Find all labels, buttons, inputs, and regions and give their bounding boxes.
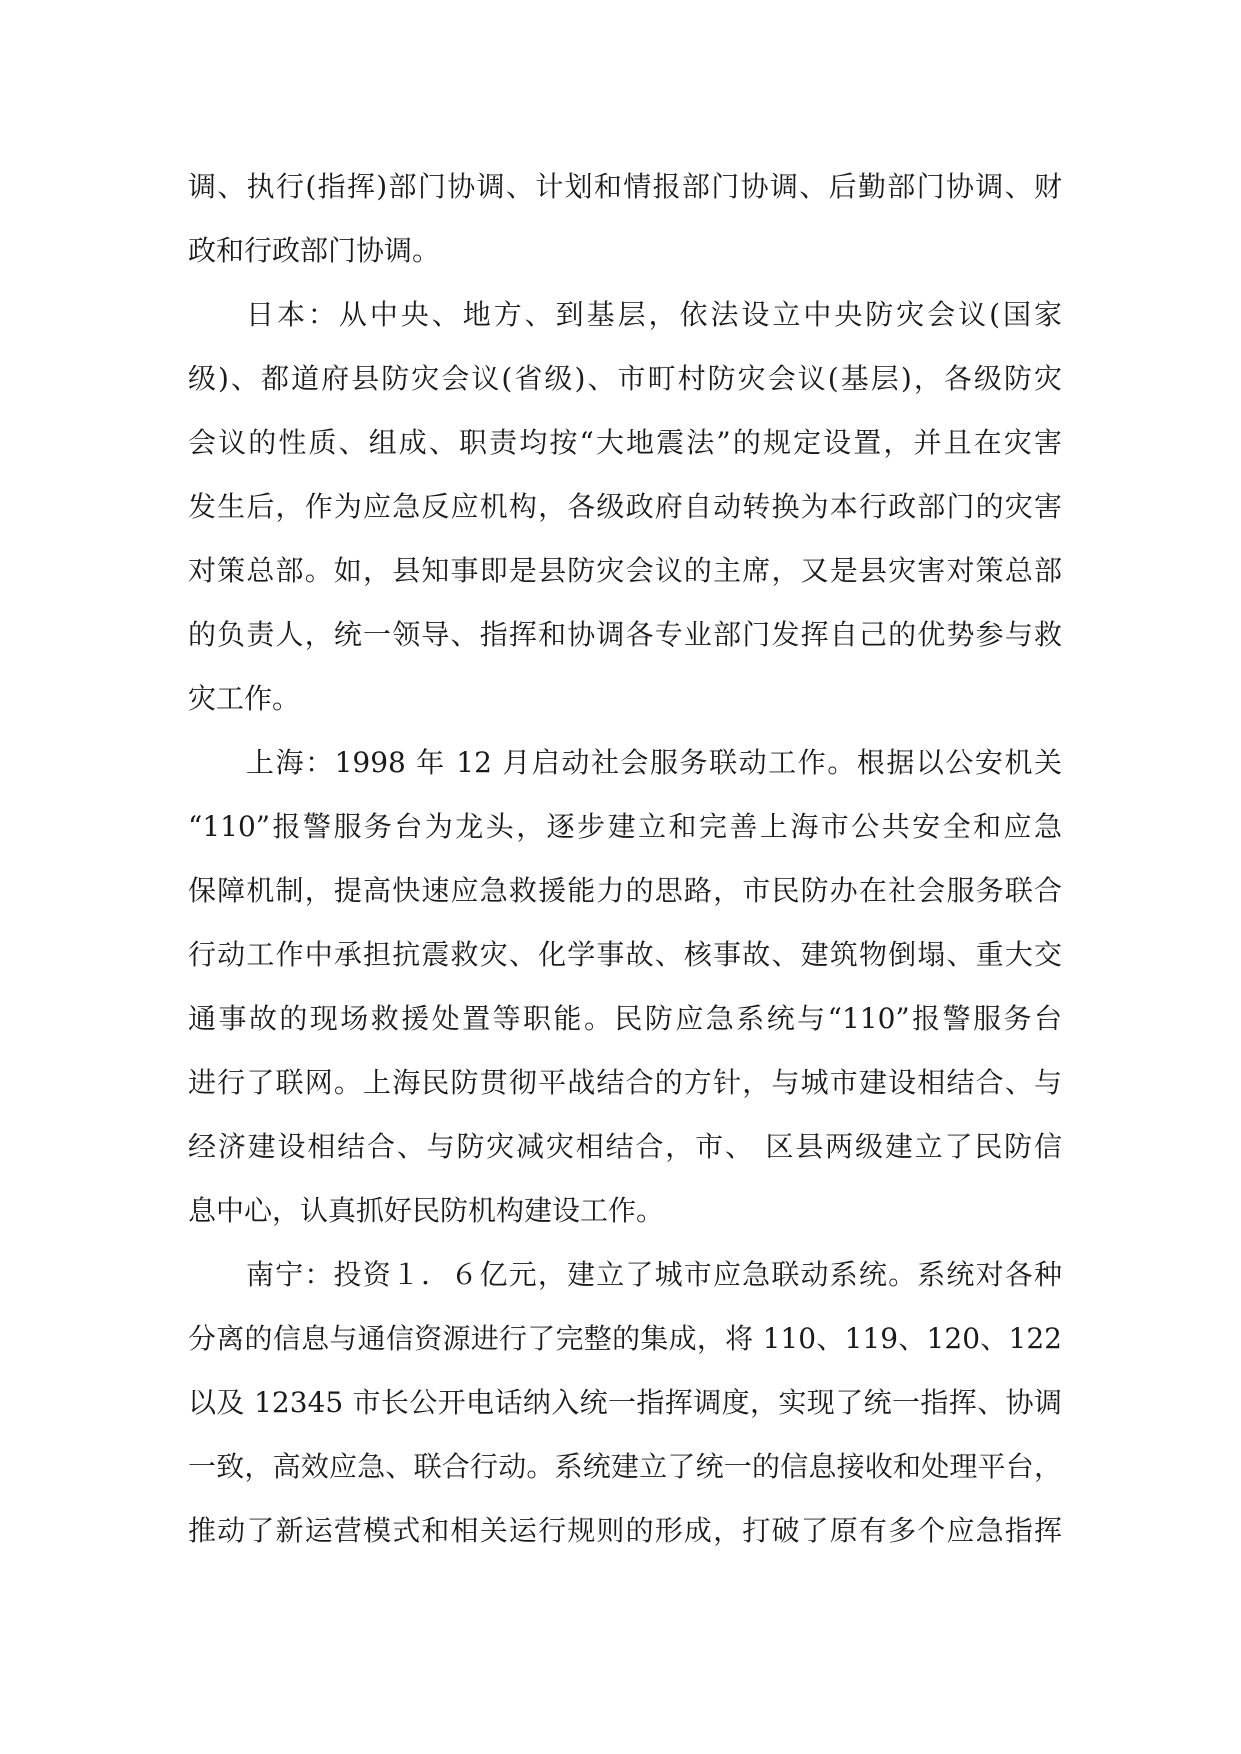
paragraph-nanning-line: 以及 12345 市长公开电话纳入统一指挥调度，实现了统一指挥、协调 xyxy=(188,1386,1062,1419)
paragraph-shanghai-line: 行动工作中承担抗震救灾、化学事故、核事故、建筑物倒塌、重大交 xyxy=(188,938,1062,971)
paragraph-japan-line: 日本：从中央、地方、到基层，依法设立中央防灾会议(国家 xyxy=(246,298,1062,331)
paragraph-nanning-line: 分离的信息与通信资源进行了完整的集成，将 110、119、120、122 xyxy=(188,1322,1062,1355)
paragraph-japan-line: 对策总部。如，县知事即是县防灾会议的主席，又是县灾害对策总部 xyxy=(188,554,1062,587)
paragraph-nanning-line: 推动了新运营模式和相关运行规则的形成，打破了原有多个应急指挥 xyxy=(188,1514,1062,1547)
paragraph-japan-line: 灾工作。 xyxy=(188,682,301,715)
paragraph-shanghai-line: 保障机制，提高快速应急救援能力的思路，市民防办在社会服务联合 xyxy=(188,874,1062,907)
paragraph-nanning-line: 一致，高效应急、联合行动。系统建立了统一的信息接收和处理平台， xyxy=(188,1450,1062,1483)
paragraph-japan-line: 发生后，作为应急反应机构，各级政府自动转换为本行政部门的灾害 xyxy=(188,490,1062,523)
paragraph-coordination-line: 调、执行(指挥)部门协调、计划和情报部门协调、后勤部门协调、财 xyxy=(188,170,1062,203)
body-text xyxy=(188,155,1062,1563)
paragraph-japan-line: 的负责人，统一领导、指挥和协调各专业部门发挥自己的优势参与救 xyxy=(188,618,1062,651)
paragraph-shanghai-line: 进行了联网。上海民防贯彻平战结合的方针，与城市建设相结合、与 xyxy=(188,1066,1062,1099)
paragraph-shanghai-line: 经济建设相结合、与防灾减灾相结合，市、 区县两级建立了民防信 xyxy=(188,1130,1062,1163)
paragraph-shanghai-line: 通事故的现场救援处置等职能。民防应急系统与“110”报警服务台 xyxy=(188,1002,1062,1035)
paragraph-shanghai-line: 息中心，认真抓好民防机构建设工作。 xyxy=(188,1194,665,1227)
paragraph-japan-line: 级)、都道府县防灾会议(省级)、市町村防灾会议(基层)，各级防灾 xyxy=(188,362,1062,395)
paragraph-nanning-line: 南宁：投资１．６亿元，建立了城市应急联动系统。系统对各种 xyxy=(246,1258,1062,1291)
paragraph-shanghai-line: 上海：1998 年 12 月启动社会服务联动工作。根据以公安机关 xyxy=(246,746,1062,779)
paragraph-shanghai-line: “110”报警服务台为龙头，逐步建立和完善上海市公共安全和应急 xyxy=(188,810,1062,843)
paragraph-japan-line: 会议的性质、组成、职责均按“大地震法”的规定设置，并且在灾害 xyxy=(188,426,1062,459)
paragraph-coordination-line: 政和行政部门协调。 xyxy=(188,234,441,267)
